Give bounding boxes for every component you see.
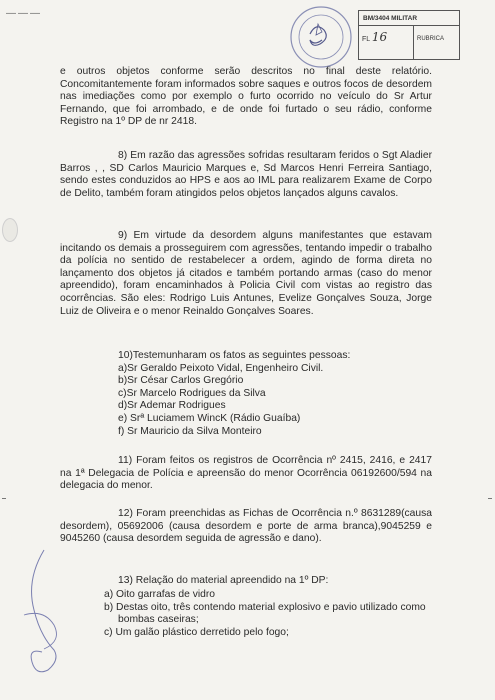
folio-stamp (358, 10, 460, 60)
paragraph-9 (60, 230, 432, 318)
witness-list (118, 363, 438, 439)
list-item: a)Sr Geraldo Peixoto Vidal, Engenheiro Civil. (118, 362, 324, 374)
top-left-mark: ——— (6, 8, 42, 19)
paragraph-11 (60, 455, 432, 493)
list-item: b) Destas oito, três contendo material explosivo e pavio utilizado como bombas caseiras; (104, 601, 426, 626)
paragraph-8 (60, 150, 432, 200)
handwritten-signature (14, 545, 69, 685)
list-item: d)Sr Ademar Rodrigues (118, 400, 226, 412)
paragraph-continuation (60, 66, 432, 129)
stamp-title: BM/3404 MILITAR (359, 11, 459, 26)
list-item: e) Srª Luciamem WincK (Rádio Guaíba) (118, 412, 301, 424)
margin-tick (2, 498, 6, 499)
official-seal (288, 4, 354, 70)
paragraph-text: e outros objetos conforme serão descritos no final deste relatório. Concomitantemente foram informados sobre saques e outros focos de desordem nas imediações como por exemplo o furto ocorrido no veículo do Sr Artur Fernando, que foi arrombado, e de onde foi furtado o seu rádio, conforme Registro na 1º DP de nr 2418. (60, 66, 432, 128)
paragraph-text: 11) Foram feitos os registros de Ocorrência nº 2415, 2416, e 2417 na 1ª Delegacia de Polícia e apreensão do menor Ocorrência 06192600/594 na delegacia do menor. (60, 455, 432, 492)
list-item: b)Sr César Carlos Gregório (118, 375, 244, 387)
list-item: c) Um galão plástico derretido pelo fogo; (104, 626, 289, 638)
seized-material-list (104, 589, 436, 639)
paragraph-text: 12) Foram preenchidas as Fichas de Ocorrência n.º 8631289(causa desordem), 05692006 (causa desordem e porte de arma branca),9045259 e 9045260 (causa desordem seguida de agressão e dano). (60, 508, 432, 545)
stamp-folio-number: 16 (371, 30, 388, 44)
punch-hole (2, 218, 18, 242)
paragraph-text: 8) Em razão das agressões sofridas resultaram feridos o Sgt Aladier Barros , , SD Carlos Mauricio Marques e, Sd Marcos Henri Ferreira Santiago, sendo estes conduzidos ao HPS e aos ao IML para realizarem Exame de Corpo de Delito, também foram atingidos pelos objetos lançados alguns cavalos. (60, 150, 432, 199)
stamp-folio (359, 26, 414, 59)
paragraph-text: 13) Relação do material apreendido na 1º DP: (118, 575, 329, 586)
list-item: c)Sr Marcelo Rodrigues da Silva (118, 387, 266, 399)
paragraph-12 (60, 508, 432, 546)
paragraph-13 (118, 575, 438, 588)
paragraph-10 (118, 350, 438, 438)
stamp-folio-label: FL (362, 36, 370, 43)
margin-tick (488, 498, 492, 499)
paragraph-text: 9) Em virtude da desordem alguns manifestantes que estavam incitando os demais a prosseguirem com agressões, tentando impedir o trabalho da polícia no sentido de restabelecer a ordem, agindo de forma direta no lançamento dos objetos já citados e também portando armas (caso do menor apreendido), foram encaminhados à Policia Civil com vistas ao registro das ocorrências. São eles: Rodrigo Luis Antunes, Evelize Gonçalves Souza, Jorge Luiz de Oliveira e o menor Reinaldo Gonçalves Soares. (60, 230, 432, 317)
list-item: f) Sr Mauricio da Silva Monteiro (118, 425, 262, 437)
stamp-rubrica: RUBRICA (417, 36, 445, 42)
paragraph-text: 10)Testemunharam os fatos as seguintes pessoas: (118, 350, 351, 361)
list-item: a) Oito garrafas de vidro (104, 589, 216, 600)
